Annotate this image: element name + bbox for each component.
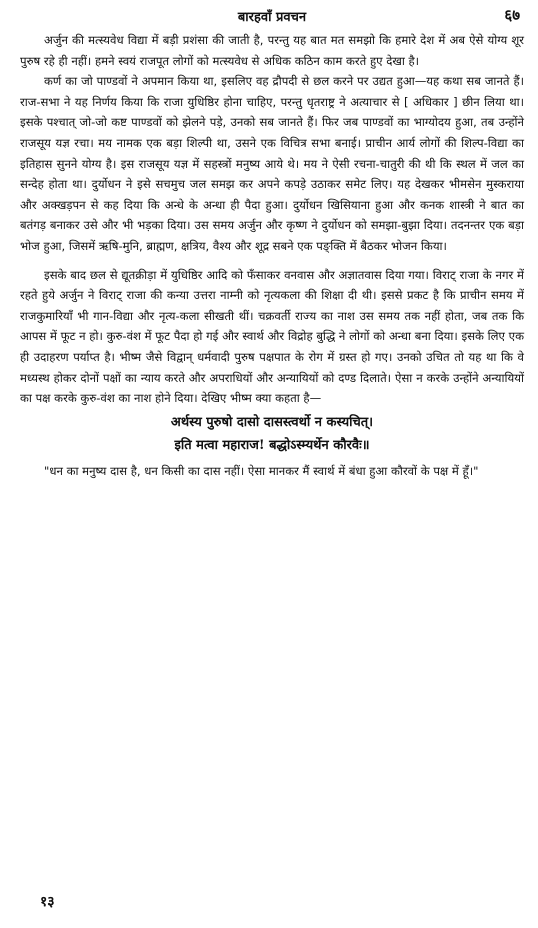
printer-signature-mark: १३ bbox=[40, 894, 55, 910]
paragraph-arjuna-archery: अर्जुन की मत्स्यवेध विद्या में बड़ी प्रशंसा की जाती है, परन्तु यह बात मत समझो कि हमारे देश में अब ऐसे योग्य शूर पुरुष रहे ही नहीं। हमने स्वयं राजपूत लोगों को मत्स्यवेध से अधिक कठिन काम करते हुए देखा है। bbox=[20, 33, 524, 68]
paragraph-exile-virata: इसके बाद छल से द्यूतक्रीड़ा में युधिष्ठिर आदि को फँसाकर वनवास और अज्ञातवास दिया गया। विराट् राजा के नगर में रहते हुये अर्जुन ने विराट् राजा की कन्या उत्तरा नाम्नी को नृत्यकला की शिक्षा दी थी। इससे प्रकट है कि प्राचीन समय में राजकुमारियाँ भी गान-विद्या और नृत्य-कला सीखती थीं। चक्रवर्ती राज्य का नाश उस समय तक नहीं होता, जब तक कि आपस में फूट न हो। कुरु-वंश में फूट पैदा हो गई और स्वार्थ और विद्रोह बुद्धि ने लोगों को अन्धा बना दिया। इसके लिए एक ही उदाहरण पर्याप्त है। भीष्म जैसे विद्वान् धर्मवादी पुरुष पक्षपात के रोग में ग्रस्त हो गए। उनको उचित तो यह था कि वे मध्यस्थ होकर दोनों पक्षों का न्याय करते और अपराधियों और अन्यायियों को दण्ड दिलाते। ऐसा न करके उन्होंने अन्यायियों का पक्ष करके कुरु-वंश का नाश होने दिया। देखिए भीष्म क्या कहता है— bbox=[20, 267, 524, 406]
chapter-title: बारहवाँ प्रवचन bbox=[237, 10, 307, 25]
paragraph-gap bbox=[20, 257, 524, 265]
sanskrit-verse-line-1: अर्थस्य पुरुषो दासो दासस्त्वर्थो न कस्यचित्। bbox=[170, 414, 374, 430]
page-number: ६७ bbox=[504, 6, 520, 24]
sanskrit-verse-line-2: इति मत्वा महाराज! बद्धोऽस्म्यर्थेन कौरवैः॥ bbox=[174, 437, 370, 453]
verse-translation: "धन का मनुष्य दास है, धन किसी का दास नहीं। ऐसा मानकर मैं स्वार्थ में बंधा हुआ कौरवों के पक्ष में हूँ।" bbox=[44, 463, 479, 478]
page-header bbox=[20, 4, 524, 30]
paragraph-karna-insult: कर्ण का जो पाण्डवों ने अपमान किया था, इसलिए वह द्रौपदी से छल करने पर उद्यत हुआ—यह कथा सब जानते हैं। राज-सभा ने यह निर्णय किया कि राजा युधिष्ठिर होना चाहिए, परन्तु धृतराष्ट्र ने अत्याचार से [ अधिकार ] छीन लिया था। इसके पश्चात् जो-जो कष्ट पाण्डवों को झेलने पड़े, उनको सब जानते हैं। फिर जब पाण्डवों का भाग्योदय हुआ, तब उन्होंने राजसूय यज्ञ रचा। मय नामक एक बड़ा शिल्पी था, उसने एक विचित्र सभा बनाई। प्राचीन आर्य लोगों की शिल्प-विद्या का इतिहास सुनने योग्य है। इस राजसूय यज्ञ में सहस्त्रों मनुष्य आये थे। मय ने ऐसी रचना-चातुरी की थी कि स्थल में जल का सन्देह होता था। दुर्योधन ने इसे सचमुच जल समझ कर अपने कपड़े उठाकर समेट लिए। यह देखकर भीमसेन मुस्कराया और अक्खड़पन से कह दिया कि अन्धे के अन्धा ही पैदा हुआ। दुर्योधन खिसियाना हुआ और कनक शास्त्री ने बात का बतंगड़ बनाकर उसे और भी भड़का दिया। उस समय अर्जुन और कृष्ण ने दुर्योधन को समझा-बुझा दिया। तदनन्तर एक बड़ा भोज हुआ, जिसमें ऋषि-मुनि, ब्राह्मण, क्षत्रिय, वैश्य और शूद्र सबने एक पङ्क्ति में बैठकर भोजन किया। bbox=[20, 74, 524, 253]
